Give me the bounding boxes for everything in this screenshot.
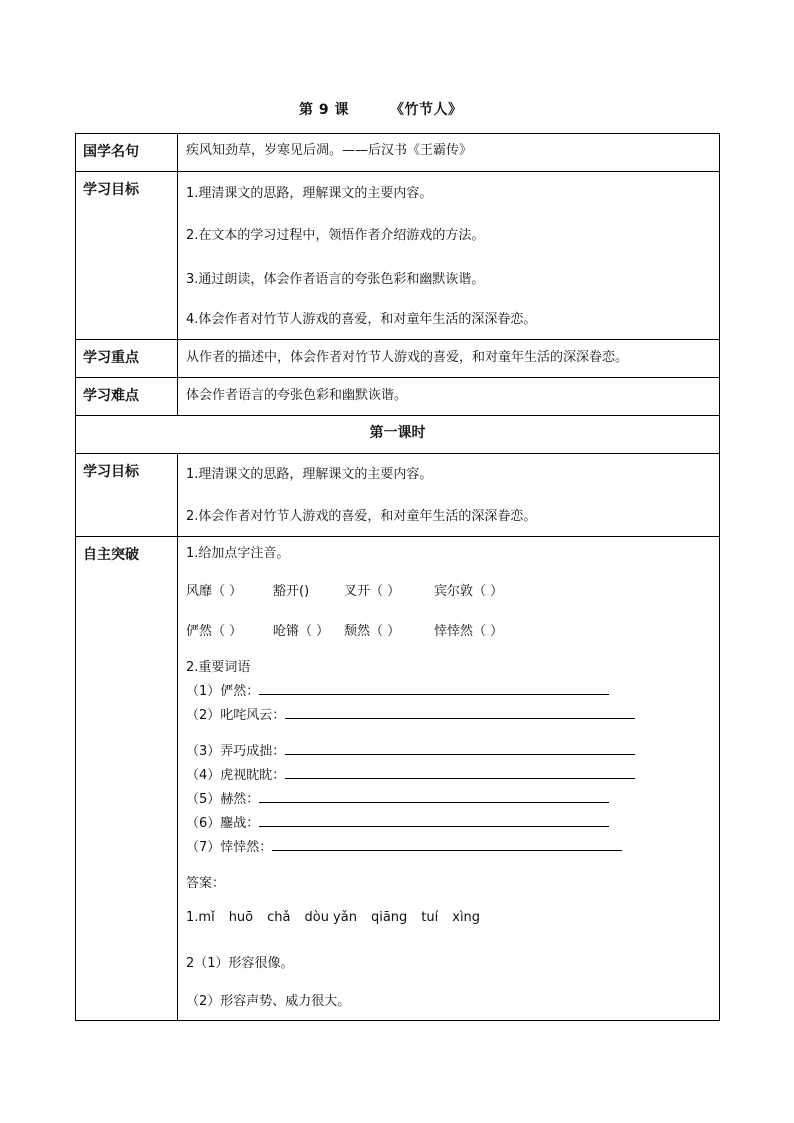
mubiao-item: 3.通过朗读，体会作者语言的夸张色彩和幽默诙谐。 <box>186 272 485 287</box>
term-1 <box>186 680 719 704</box>
pinyin-item: 呛锵（ ） <box>273 624 330 639</box>
answer-blank[interactable] <box>259 790 609 803</box>
pinyin-answer: 1.mǐ <box>186 910 215 925</box>
answer-blank[interactable] <box>285 742 635 755</box>
pinyin-answer: xìng <box>452 910 481 925</box>
pinyin-answer: tuí <box>421 910 439 925</box>
label-guoxue: 国学名句 <box>76 134 178 172</box>
pinyin-answer: huō <box>228 910 254 925</box>
term-label: （2）叱咤风云： <box>186 708 286 723</box>
zhongdian-text: 从作者的描述中，体会作者对竹节人游戏的喜爱，和对童年生活的深深眷恋。 <box>178 340 720 378</box>
pinyin-item: 豁开() <box>273 584 310 599</box>
mubiao-list <box>178 172 720 340</box>
answer-blank[interactable] <box>259 814 609 827</box>
lesson-number: 第 9 课 <box>299 102 349 118</box>
term-label: （1）俨然： <box>186 684 260 699</box>
row-mubiao2 <box>76 454 720 537</box>
row-zhongdian <box>76 340 720 378</box>
pinyin-item: 叉开（ ） <box>344 584 401 599</box>
term-2 <box>186 704 719 740</box>
mubiao2-item: 2.体会作者对竹节人游戏的喜爱，和对童年生活的深深眷恋。 <box>186 509 537 524</box>
lesson-title <box>0 99 794 121</box>
nandian-text: 体会作者语言的夸张色彩和幽默诙谐。 <box>178 378 720 416</box>
label-nandian: 学习难点 <box>76 378 178 416</box>
row-mubiao <box>76 172 720 340</box>
term-label: （5）赫然： <box>186 792 260 807</box>
mubiao-item: 1.理清课文的思路，理解课文的主要内容。 <box>186 186 433 201</box>
pinyin-answer: dòu yǎn <box>304 910 357 925</box>
pinyin-answers <box>186 910 719 952</box>
row-section <box>76 416 720 454</box>
answer-blank[interactable] <box>285 706 635 719</box>
answer-2: （2）形容声势、威力很大。 <box>186 994 351 1009</box>
label-mubiao: 学习目标 <box>76 172 178 340</box>
term-label: （6）鏖战： <box>186 816 260 831</box>
label-zizhu: 自主突破 <box>76 537 178 1021</box>
answer-blank[interactable] <box>272 838 622 851</box>
zizhu-q1: 1.给加点字注音。 <box>186 546 290 561</box>
lesson-name: 《竹节人》 <box>390 102 463 118</box>
pinyin-item: 悻悻然（ ） <box>434 624 504 639</box>
pinyin-row-1 <box>186 580 719 620</box>
row-zizhu <box>76 537 720 1021</box>
label-zhongdian: 学习重点 <box>76 340 178 378</box>
pinyin-item: 宾尔敦（ ） <box>434 584 504 599</box>
answer-label: 答案： <box>186 876 226 891</box>
row-guoxue <box>76 134 720 172</box>
mubiao2-list <box>178 454 720 537</box>
term-label: （7）悻悻然： <box>186 840 273 855</box>
answer-blank[interactable] <box>259 682 609 695</box>
answer-blank[interactable] <box>285 766 635 779</box>
row-nandian <box>76 378 720 416</box>
pinyin-row-2 <box>186 620 719 656</box>
zizhu-content <box>178 537 720 1021</box>
answer-1: 2（1）形容很像。 <box>186 956 294 971</box>
mubiao-item: 2.在文本的学习过程中，领悟作者介绍游戏的方法。 <box>186 228 485 243</box>
term-5 <box>186 788 719 812</box>
mubiao-item: 4.体会作者对竹节人游戏的喜爱，和对童年生活的深深眷恋。 <box>186 312 537 327</box>
lesson-plan-table <box>75 133 720 1021</box>
pinyin-item: 风靡（ ） <box>186 584 243 599</box>
mubiao2-item: 1.理清课文的思路，理解课文的主要内容。 <box>186 467 433 482</box>
term-label: （3）弄巧成拙： <box>186 744 286 759</box>
zizhu-q2: 2.重要词语 <box>186 660 251 675</box>
guoxue-text: 疾风知劲草，岁寒见后凋。——后汉书《王霸传》 <box>178 134 720 172</box>
pinyin-item: 俨然（ ） <box>186 624 243 639</box>
pinyin-answer: chǎ <box>267 910 291 925</box>
term-3 <box>186 740 719 764</box>
term-7 <box>186 836 719 872</box>
section-title: 第一课时 <box>76 416 720 454</box>
label-mubiao2: 学习目标 <box>76 454 178 537</box>
pinyin-item: 颓然（ ） <box>344 624 401 639</box>
term-6 <box>186 812 719 836</box>
pinyin-answer: qiāng <box>370 910 408 925</box>
term-4 <box>186 764 719 788</box>
term-label: （4）虎视眈眈： <box>186 768 286 783</box>
